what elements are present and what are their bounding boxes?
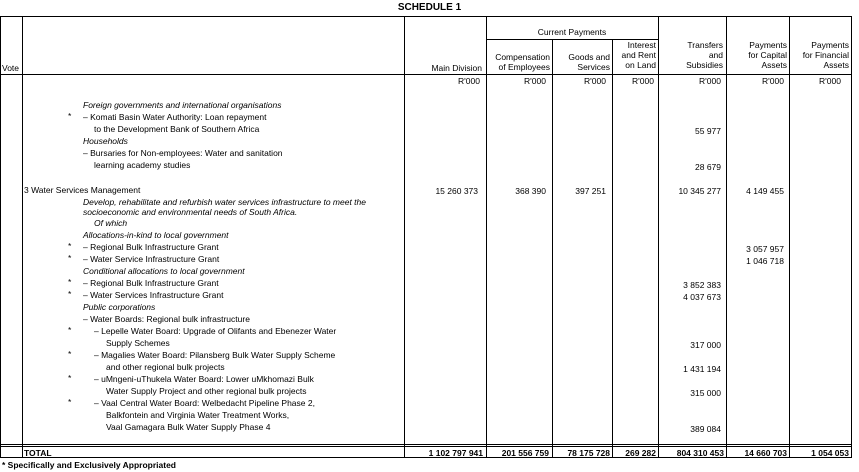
- row-label: – Lepelle Water Board: Upgrade of Olifants and Ebenezer Water: [94, 326, 337, 336]
- value-wsm-comp: 368 390: [515, 186, 546, 196]
- row-label: learning academy studies: [94, 160, 191, 170]
- value-aik-rbig: 3 057 957: [746, 244, 784, 254]
- header-bottom-rule: [0, 74, 852, 75]
- footnote: * Specifically and Exclusively Appropriated: [2, 460, 176, 470]
- header-compensation: [486, 52, 550, 72]
- row-label: and other regional bulk projects: [106, 362, 225, 372]
- row-label: Supply Schemes: [106, 338, 170, 348]
- unit-int: R'000: [632, 76, 654, 86]
- value-magalies: 1 431 194: [683, 364, 721, 374]
- value-aik-wsig: 1 046 718: [746, 256, 784, 266]
- value-lepelle: 317 000: [690, 340, 721, 350]
- star-marker: *: [68, 325, 72, 335]
- total-label: TOTAL: [24, 448, 52, 458]
- header-int-line3: on Land: [625, 60, 656, 70]
- value-ca-rbig: 3 852 383: [683, 280, 721, 290]
- star-marker: *: [68, 289, 72, 299]
- star-marker: *: [68, 349, 72, 359]
- header-vote: Vote: [2, 63, 20, 73]
- row-label: Public corporations: [83, 302, 156, 312]
- header-fin-line2: for Financial: [802, 50, 849, 60]
- header-trans-line3: Subsidies: [686, 60, 723, 70]
- row-label: to the Development Bank of Southern Africa: [94, 124, 260, 134]
- header-comp-line1: Compensation: [495, 52, 550, 62]
- total-top-rule: [0, 444, 852, 445]
- row-label: – Water Services Infrastructure Grant: [83, 290, 224, 300]
- header-capital-line2: for Capital: [748, 50, 787, 60]
- row-label: Balkfontein and Virginia Water Treatment Works,: [106, 410, 290, 420]
- header-capital-line1: Payments: [749, 40, 787, 50]
- unit-goods: R'000: [584, 76, 606, 86]
- row-label: – Regional Bulk Infrastructure Grant: [83, 242, 219, 252]
- total-main: 1 102 797 941: [428, 448, 483, 458]
- header-goods-line2: Services: [577, 62, 610, 72]
- value-wsm-trans: 10 345 277: [678, 186, 721, 196]
- col-line-1: [22, 16, 23, 458]
- row-label: Vaal Gamagara Bulk Water Supply Phase 4: [106, 422, 271, 432]
- row-label: – Regional Bulk Infrastructure Grant: [83, 278, 219, 288]
- value-wsm-goods: 397 251: [575, 186, 606, 196]
- header-goods-services: [552, 52, 610, 72]
- schedule-title: SCHEDULE 1: [397, 2, 462, 13]
- row-label: – Komati Basin Water Authority: Loan repayment: [83, 112, 267, 122]
- header-comp-line2: of Employees: [498, 62, 550, 72]
- header-int-line1: Interest: [627, 40, 656, 50]
- value-komati: 55 977: [695, 126, 721, 136]
- row-label: – Magalies Water Board: Pilansberg Bulk Water Supply Scheme: [94, 350, 336, 360]
- total-goods: 78 175 728: [567, 448, 610, 458]
- value-ca-wsig: 4 037 673: [683, 292, 721, 302]
- star-marker: *: [68, 111, 72, 121]
- star-marker: *: [68, 373, 72, 383]
- schedule-table: [0, 16, 852, 458]
- total-fin: 1 054 053: [811, 448, 849, 458]
- unit-main: R'000: [458, 76, 480, 86]
- row-label: – Water Boards: Regional bulk infrastructure: [83, 314, 250, 324]
- value-wsm-capital: 4 149 455: [746, 186, 784, 196]
- row-label: Allocations-in-kind to local government: [83, 230, 229, 240]
- header-current-payments: Current Payments: [537, 27, 607, 37]
- row-label: Households: [83, 136, 128, 146]
- row-label: – uMngeni-uThukela Water Board: Lower uMkhomazi Bulk: [94, 374, 314, 384]
- star-marker: *: [68, 277, 72, 287]
- header-goods-line1: Goods and: [568, 52, 610, 62]
- header-fin-line1: Payments: [811, 40, 849, 50]
- row-label: Develop, rehabilitate and refurbish water services infrastructure to meet the: [83, 197, 366, 207]
- unit-trans: R'000: [699, 76, 721, 86]
- value-umngeni: 315 000: [690, 388, 721, 398]
- star-marker: *: [68, 397, 72, 407]
- header-trans-line2: and: [708, 50, 723, 60]
- row-label: socioeconomic and environmental needs of South Africa.: [83, 207, 298, 217]
- col-line-0: [0, 16, 1, 458]
- row-label: Of which: [94, 218, 128, 228]
- total-top-rule-2: [0, 446, 852, 447]
- row-label: Foreign governments and international organisations: [83, 100, 282, 110]
- header-main-division: Main Division: [431, 63, 482, 73]
- header-fin-line3: Assets: [823, 60, 849, 70]
- row-label: Conditional allocations to local government: [83, 266, 245, 276]
- unit-capital: R'000: [762, 76, 784, 86]
- total-trans: 804 310 453: [676, 448, 724, 458]
- unit-fin: R'000: [819, 76, 841, 86]
- header-interest-rent: [612, 40, 656, 70]
- header-transfers: [658, 40, 723, 70]
- header-capital-line3: Assets: [761, 60, 787, 70]
- value-bursaries: 28 679: [695, 162, 721, 172]
- col-line-5: [612, 39, 613, 458]
- total-int: 269 282: [625, 448, 656, 458]
- total-capital: 14 660 703: [744, 448, 787, 458]
- row-label: – Bursaries for Non-employees: Water and sanitation: [83, 148, 283, 158]
- table-top-border: [0, 16, 852, 17]
- header-trans-line1: Transfers: [687, 40, 723, 50]
- col-line-9: [851, 16, 852, 458]
- unit-comp: R'000: [524, 76, 546, 86]
- row-label: – Vaal Central Water Board: Welbedacht Pipeline Phase 2,: [94, 398, 315, 408]
- star-marker: *: [68, 241, 72, 251]
- row-label: – Water Service Infrastructure Grant: [83, 254, 220, 264]
- value-vaal: 389 084: [690, 424, 721, 434]
- star-marker: *: [68, 253, 72, 263]
- total-comp: 201 556 759: [501, 448, 549, 458]
- row-label: Water Supply Project and other regional bulk projects: [106, 386, 307, 396]
- value-wsm-main: 15 260 373: [435, 186, 478, 196]
- col-line-4: [552, 39, 553, 458]
- programme-label: 3 Water Services Management: [24, 185, 141, 195]
- header-financial-assets: [789, 40, 849, 70]
- header-int-line2: and Rent: [621, 50, 656, 60]
- header-capital-assets: [726, 40, 787, 70]
